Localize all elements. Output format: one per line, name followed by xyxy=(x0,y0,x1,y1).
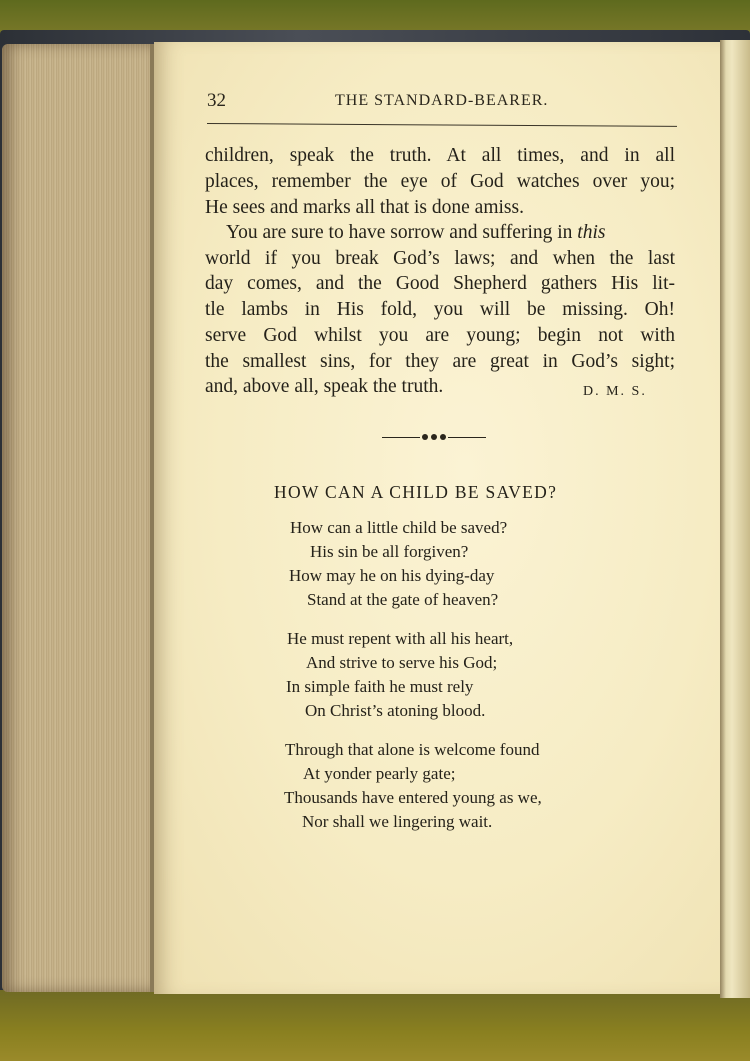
prose-line: You are sure to have sorrow and suffering in xyxy=(226,222,573,243)
poem-line: He must repent with all his heart, xyxy=(287,629,514,648)
ornament-dot xyxy=(431,434,437,440)
prose-line: and, above all, speak the truth. xyxy=(205,376,444,397)
poem-line: Thousands have entered young as we, xyxy=(284,788,542,807)
gutter-shadow xyxy=(720,40,726,998)
ornament-rule-left xyxy=(382,437,420,438)
prose-line: children, speak the truth. At all times, and in all xyxy=(205,145,675,166)
prose-line-with-emphasis xyxy=(226,221,605,245)
poem-line: How can a little child be saved? xyxy=(290,518,508,537)
poem-line: Through that alone is welcome found xyxy=(285,740,540,759)
poem-line: His sin be all forgiven? xyxy=(310,542,469,561)
page-header xyxy=(207,90,677,118)
page-number: 32 xyxy=(207,90,226,111)
prose-line: serve God whilst you are young; begin not with xyxy=(205,325,675,346)
prose-line: He sees and marks all that is done amiss. xyxy=(205,197,524,218)
running-head: THE STANDARD-BEARER. xyxy=(335,92,549,109)
poem-line: On Christ’s atoning blood. xyxy=(305,701,486,720)
ornament-dot xyxy=(440,434,446,440)
prose-line: the smallest sins, for they are great in God’s sight; xyxy=(205,351,675,372)
poem-line: Stand at the gate of heaven? xyxy=(307,590,499,609)
facing-page-edge xyxy=(720,40,750,998)
emphasis-word: this xyxy=(577,222,606,243)
poem-line: At yonder pearly gate; xyxy=(303,764,456,783)
signature: D. M. S. xyxy=(583,384,647,399)
prose-line: day comes, and the Good Shepherd gathers His lit- xyxy=(205,273,675,294)
poem-title: HOW CAN A CHILD BE SAVED? xyxy=(274,482,558,502)
poem-line: Nor shall we lingering wait. xyxy=(302,812,493,831)
background-bottom xyxy=(0,990,750,1061)
section-ornament xyxy=(382,430,486,444)
ornament-rule-right xyxy=(448,437,486,438)
page-stack xyxy=(2,44,152,992)
prose-line: world if you break God’s laws; and when the last xyxy=(205,248,675,269)
poem-line: In simple faith he must rely xyxy=(286,677,474,696)
prose-line: places, remember the eye of God watches over you; xyxy=(205,171,675,192)
ornament-dot xyxy=(422,434,428,440)
poem-line: And strive to serve his God; xyxy=(306,653,498,672)
prose-line: tle lambs in His fold, you will be missing. Oh! xyxy=(205,299,675,320)
poem-line: How may he on his dying-day xyxy=(289,566,495,585)
